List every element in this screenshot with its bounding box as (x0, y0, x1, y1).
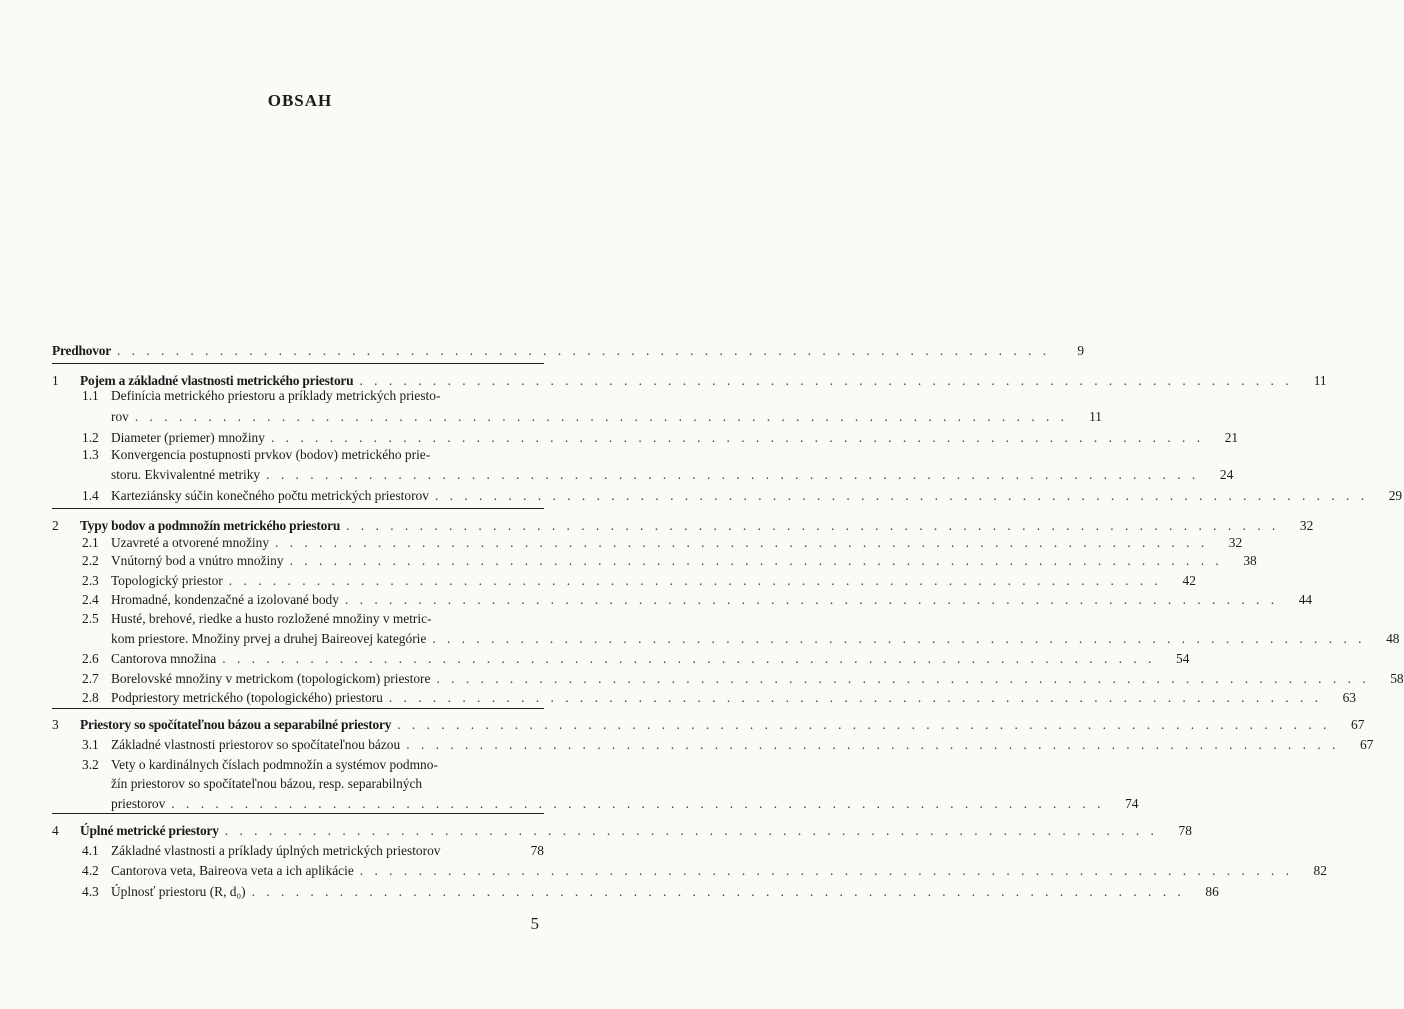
toc-number: 3 (52, 717, 59, 732)
toc-page: 44 (1298, 592, 1313, 607)
toc-entry (111, 631, 1400, 647)
toc-entry (82, 388, 544, 404)
toc-label: Úplné metrické priestory (80, 823, 219, 838)
toc-entry (111, 776, 544, 792)
toc-leader-dots (271, 430, 1204, 446)
toc-label: Priestory so spočítateľnou bázou a separabilné priestory (80, 717, 392, 732)
toc-entry (82, 553, 1257, 569)
toc-page: 78 (1178, 823, 1192, 838)
toc-entry (82, 843, 544, 859)
toc-label: Borelovské množiny v metrickom (topologickom) priestore (111, 671, 431, 686)
toc-page: 21 (1224, 430, 1239, 445)
toc-label: Pojem a základné vlastnosti metrického priestoru (80, 373, 354, 388)
toc-number: 4 (52, 823, 59, 838)
toc-label: žín priestorov so spočítateľnou bázou, resp. separabilných (111, 776, 423, 791)
toc-page: 11 (1313, 373, 1327, 388)
toc-entry (82, 611, 544, 627)
toc-label: Typy bodov a podmnožín metrického priestoru (80, 518, 341, 533)
toc-leader-dots (135, 409, 1068, 425)
toc-page: 48 (1386, 631, 1400, 646)
toc-number: 2.5 (82, 611, 99, 626)
toc-page: 86 (1205, 884, 1219, 899)
toc-leader-dots (222, 651, 1155, 667)
toc-page: 9 (1077, 343, 1085, 358)
toc-label: Podpriestory metrického (topologického) priestoru (111, 690, 383, 705)
section-divider (52, 363, 544, 364)
toc-leader-dots (229, 573, 1162, 589)
toc-leader-dots (275, 535, 1208, 551)
toc-label: rov (111, 409, 129, 424)
toc-number: 1.1 (82, 388, 99, 403)
page-number: 5 (530, 914, 539, 933)
toc-entry (82, 573, 1196, 589)
toc-preface (52, 343, 1085, 359)
toc-number: 2.2 (82, 553, 99, 568)
toc-leader-dots (397, 717, 1330, 733)
toc-number: 1.4 (82, 488, 99, 503)
toc-number: 2.6 (82, 651, 99, 666)
toc-label: Definícia metrického priestoru a príklady metrických priesto- (111, 388, 441, 403)
section-divider (52, 813, 544, 814)
toc-chapter (52, 373, 1327, 389)
toc-entry (82, 430, 1239, 446)
toc-leader-dots (225, 823, 1158, 839)
toc-entry (82, 535, 1243, 551)
toc-label: Základné vlastnosti priestorov so spočítateľnou bázou (111, 737, 401, 752)
toc-entry (82, 884, 1219, 900)
toc-label: priestorov (111, 796, 166, 811)
toc-label: Vnútorný bod a vnútro množiny (111, 553, 284, 568)
toc-page: 82 (1313, 863, 1327, 878)
toc-number: 2.8 (82, 690, 99, 705)
toc-label: Predhovor (52, 343, 111, 358)
toc-entry (111, 409, 1103, 425)
toc-label: Vety o kardinálnych číslach podmnožín a systémov podmno- (111, 757, 438, 772)
toc-number: 3.2 (82, 757, 99, 772)
toc-label: Husté, brehové, riedke a husto rozložené množiny v metric- (111, 611, 432, 626)
section-divider (52, 708, 544, 709)
toc-leader-dots (252, 884, 1185, 900)
toc-leader-dots (359, 373, 1292, 389)
toc-leader-dots (406, 737, 1339, 753)
toc-chapter (52, 717, 1365, 733)
toc-number: 4.1 (82, 843, 99, 858)
toc-entry (82, 757, 544, 773)
toc-entry (82, 863, 1327, 879)
toc-leader-dots (436, 671, 1369, 687)
toc-label: Cantorova veta, Baireova veta a ich aplikácie (111, 863, 354, 878)
toc-page: 42 (1182, 573, 1196, 588)
toc-number: 1.2 (82, 430, 99, 445)
toc-number: 4.3 (82, 884, 99, 899)
toc-page: 24 (1219, 467, 1234, 482)
toc-label: Diameter (priemer) množiny (111, 430, 265, 445)
toc-chapter (52, 518, 1314, 534)
page-title: OBSAH (267, 91, 333, 110)
toc-page: 32 (1299, 518, 1314, 533)
toc-entry (82, 651, 1190, 667)
toc-label: Uzavreté a otvorené množiny (111, 535, 270, 550)
toc-entry (82, 592, 1313, 608)
toc-page: 58 (1390, 671, 1404, 686)
toc-leader-dots (389, 690, 1322, 706)
toc-entry (82, 488, 1403, 504)
toc-leader-dots (435, 488, 1368, 504)
toc-leader-dots (345, 592, 1278, 608)
toc-number: 3.1 (82, 737, 99, 752)
toc-label: Úplnosť priestoru (R, d₀) (111, 884, 246, 899)
toc-label: Topologický priestor (111, 573, 223, 588)
toc-entry (111, 467, 1234, 483)
toc-page: 67 (1351, 717, 1365, 732)
toc-leader-dots (290, 553, 1223, 569)
toc-label: Cantorova množina (111, 651, 217, 666)
section-divider (52, 508, 544, 509)
toc-page: 32 (1228, 535, 1243, 550)
toc-number: 2 (52, 518, 59, 533)
toc-entry (82, 447, 544, 463)
toc-leader-dots (266, 467, 1199, 483)
toc-number: 2.4 (82, 592, 99, 607)
toc-page: 11 (1089, 409, 1103, 424)
toc-entry (82, 671, 1404, 687)
toc-page: 29 (1388, 488, 1403, 503)
toc-number: 1 (52, 373, 59, 388)
toc-label: Karteziánsky súčin konečného počtu metrických priestorov (111, 488, 429, 503)
toc-page: 78 (530, 843, 544, 858)
toc-entry (111, 796, 1139, 812)
toc-number: 4.2 (82, 863, 99, 878)
toc-leader-dots (117, 343, 1050, 359)
toc-page: 74 (1125, 796, 1139, 811)
toc-number: 2.7 (82, 671, 99, 686)
toc-chapter (52, 823, 1192, 839)
toc-number: 2.3 (82, 573, 99, 588)
toc-page: 38 (1243, 553, 1257, 568)
toc-page: 54 (1176, 651, 1190, 666)
toc-entry (82, 690, 1356, 706)
toc-label: storu. Ekvivalentné metriky (111, 467, 261, 482)
toc-page: 63 (1342, 690, 1356, 705)
toc-leader-dots (346, 518, 1279, 534)
toc-label: Konvergencia postupnosti prvkov (bodov) metrického prie- (111, 447, 431, 462)
toc-number: 1.3 (82, 447, 99, 462)
toc-label: kom priestore. Množiny prvej a druhej Baireovej kategórie (111, 631, 427, 646)
toc-label: Hromadné, kondenzačné a izolované body (111, 592, 339, 607)
toc-leader-dots (171, 796, 1104, 812)
toc-leader-dots (432, 631, 1365, 647)
toc-leader-dots (360, 863, 1293, 879)
toc-number: 2.1 (82, 535, 99, 550)
toc-label: Základné vlastnosti a príklady úplných metrických priestorov (111, 843, 441, 858)
toc-entry (82, 737, 1374, 753)
toc-page: 67 (1359, 737, 1374, 752)
